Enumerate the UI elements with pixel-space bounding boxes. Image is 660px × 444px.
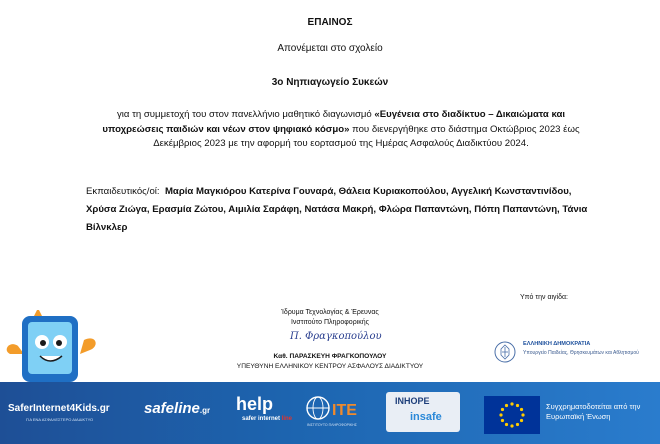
insafe-text: insafe — [410, 411, 442, 423]
institution — [180, 308, 480, 328]
footer-logos-bar — [0, 382, 660, 444]
eu-star-icon — [501, 419, 504, 422]
eu-star-icon — [505, 423, 508, 426]
participation-details: που διενεργήθηκε στο διάστημα Οκτώβριος 2023 έως Δεκέμβριος 2023 με την αφορμή του εορτασμού της Ημέρας Ασφαλούς Διαδικτύου 2024. — [153, 123, 580, 149]
eu-star-icon — [510, 402, 513, 405]
support-label: Υπό την αιγίδα: — [520, 294, 568, 301]
greek-crest-icon — [493, 340, 517, 364]
teachers-label: Εκπαιδευτικός/οί: — [86, 186, 160, 197]
eu-stars-icon — [484, 396, 540, 434]
helpline-sub-b: line — [281, 416, 293, 422]
ite-logo[interactable] — [306, 395, 358, 429]
teachers-names: Μαρία Μαγκιόρου Κατερίνα Γουναρά, Θάλεια Κυριακοπούλου, Αγγελική Κωνσταντινίδου, Χρύσα Ζιώγα, Ερασμία Ζώτου, Αιμιλία Σαράφη, Νατάσα Μακρή, Φλώρα Παπαντώνη, Πόπη Παπαντώνη, Τάνια Βίλνκλερ — [86, 186, 588, 233]
signer-name: Καθ. ΠΑΡΑΣΚΕΥΗ ΦΡΑΓΚΟΠΟΥΛΟΥ — [273, 353, 387, 360]
inhope-text: INHOPE — [395, 396, 430, 406]
helpline-sub — [242, 416, 292, 422]
government-patronage — [493, 338, 643, 368]
eu-star-icon — [521, 413, 524, 416]
helpline-sub-a: safer internet — [242, 416, 282, 422]
inhope-insafe-logo[interactable] — [386, 392, 460, 432]
eu-star-icon — [505, 404, 508, 407]
teachers-block — [86, 183, 596, 237]
gov-ministry: Υπουργείο Παιδείας, Θρησκευμάτων και Αθλητισμού — [523, 350, 639, 356]
ite-tagline: ΙΝΣΤΙΤΟΥΤΟ ΠΛΗΡΟΦΟΡΙΚΗΣ — [307, 423, 357, 427]
eu-star-icon — [510, 424, 513, 427]
eu-star-icon — [499, 413, 502, 416]
svg-text:ITE: ITE — [332, 402, 357, 419]
signer — [180, 352, 480, 372]
school-name: 3ο Νηπιαγωγείο Συκεών — [271, 77, 389, 88]
safeline-logo[interactable] — [144, 400, 210, 417]
eu-star-icon — [520, 408, 523, 411]
ite-globe-icon — [306, 395, 358, 421]
saferinternet4kids-text: SaferInternet4Kids.gr — [8, 403, 110, 414]
eu-star-icon — [516, 423, 519, 426]
institution-line-2: Ινστιτούτο Πληροφορικής — [290, 319, 370, 326]
eu-flag — [484, 396, 540, 434]
signer-role: ΥΠΕΥΘΥΝΗ ΕΛΛΗΝΙΚΟΥ ΚΕΝΤΡΟΥ ΑΣΦΑΛΟΥΣ ΔΙΑΔΙΚΤΥΟΥ — [236, 363, 424, 370]
certificate-title: ΕΠΑΙΝΟΣ — [307, 17, 353, 28]
institution-line-1: Ίδρυμα Τεχνολογίας & Έρευνας — [281, 309, 379, 316]
signature: Π. Φραγκοπούλου — [290, 331, 382, 342]
gov-title: ΕΛΛΗΝΙΚΗ ΔΗΜΟΚΡΑΤΙΑ — [523, 341, 591, 347]
eu-star-icon — [516, 404, 519, 407]
participation-text — [88, 108, 594, 152]
awarded-to-text: Απονέμεται στο σχολείο — [277, 43, 383, 54]
safeline-text: safeline — [144, 400, 200, 417]
safeline-suffix: .gr — [199, 406, 211, 415]
helpline-text: help — [236, 394, 274, 414]
helpline-logo[interactable] — [236, 394, 293, 422]
saferinternet4kids-logo[interactable] — [8, 403, 110, 422]
eu-star-icon — [501, 408, 504, 411]
saferinternet4kids-tagline: ΓΙΑ ΕΝΑ ΑΣΦΑΛΕΣΤΕΡΟ ΔΙΑΔΙΚΤΥΟ — [26, 417, 94, 422]
participation-intro: για τη συμμετοχή του στον πανελλήνιο μαθητικό διαγωνισμό — [116, 109, 375, 120]
eu-cofunded-text: Συγχρηματοδοτείται από την Ευρωπαϊκή Ένωση — [546, 402, 641, 421]
contest-name: «Ευγένεια στο διαδίκτυο – Δικαιώματα και υποχρεώσεις παιδιών και νέων στον ψηφιακό κόσμο» — [102, 109, 566, 135]
eu-star-icon — [520, 419, 523, 422]
